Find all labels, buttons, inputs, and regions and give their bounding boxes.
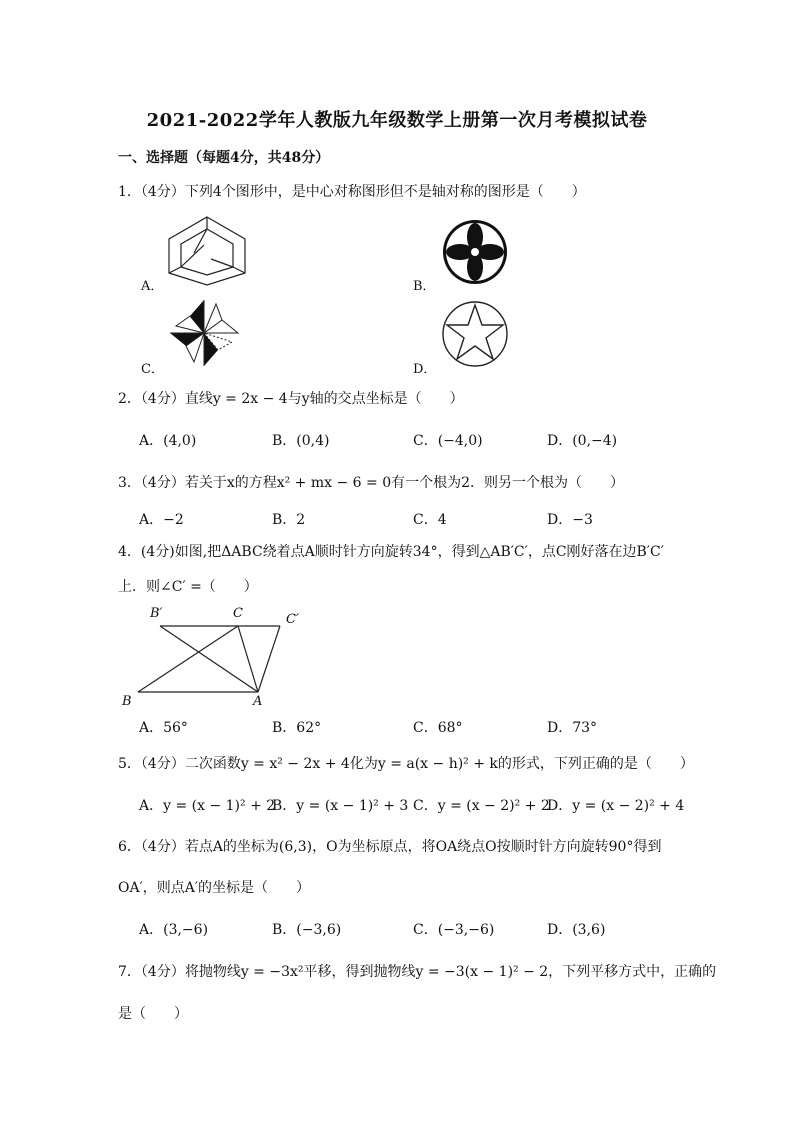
question-3-stem: 3．（4分）若关于x的方程x² + mx − 6 = 0有一个根为2．则另一个根为（ ）: [118, 475, 625, 491]
option-b-petal-circle-figure: [441, 218, 509, 286]
question-7-stem-line2: 是（ ）: [118, 1006, 188, 1022]
question-5-option-b: B．y = (x − 1)² + 3: [272, 798, 409, 814]
option-c-label: C．: [141, 362, 164, 377]
question-3-option-b: B．2: [272, 512, 306, 528]
question-2-stem: 2．（4分）直线y = 2x − 4与y轴的交点坐标是（ ）: [118, 391, 464, 407]
option-c-pinwheel-figure: [166, 298, 242, 368]
segment-b-c: [138, 626, 238, 692]
question-2-option-c: C．(−4,0): [413, 433, 483, 449]
question-4-option-b: B．62°: [272, 720, 322, 736]
segment-c-prime-a: [258, 626, 280, 692]
question-6-stem-line1: 6．（4分）若点A的坐标为(6,3)，O为坐标原点，将OA绕点O按顺时针方向旋转90°得到: [118, 839, 662, 855]
question-7-stem-line1: 7．（4分）将抛物线y = −3x²平移，得到抛物线y = −3(x − 1)² − 2，下列平移方式中，正确的: [118, 964, 717, 980]
option-b-label: B．: [413, 279, 436, 294]
question-4-option-d: D．73°: [547, 720, 598, 736]
label-c: C: [233, 606, 243, 621]
option-a-hexagon-figure: [166, 215, 248, 287]
question-6-option-c: C．(−3,−6): [413, 922, 495, 938]
question-3-option-a: A．−2: [139, 512, 184, 528]
question-6-option-b: B．(−3,6): [272, 922, 342, 938]
question-4-stem-line2: 上．则∠C′ =（ ）: [118, 579, 258, 595]
question-4-stem-line1: 4．(4分)如图,把ΔABC绕着点A顺时针方向旋转34°，得到△AB′C′，点C刚好落在边B′C′: [118, 544, 664, 560]
question-6-stem-line2: OA′，则点A′的坐标是（ ）: [118, 880, 311, 896]
question-5-option-a: A．y = (x − 1)² + 2: [139, 798, 276, 814]
question-6-option-a: A．(3,−6): [139, 922, 209, 938]
label-a: A: [253, 694, 263, 709]
question-5-stem: 5．（4分）二次函数y = x² − 2x + 4化为y = a(x − h)² + k的形式，下列正确的是（ ）: [118, 756, 694, 772]
question-3-option-c: C．4: [413, 512, 447, 528]
question-1-stem: 1．（4分）下列4个图形中，是中心对称图形但不是轴对称的图形是（ ）: [118, 184, 586, 200]
question-5-option-d: D．y = (x − 2)² + 4: [547, 798, 685, 814]
option-d-label: D．: [413, 362, 437, 377]
question-2-option-d: D．(0,−4): [547, 433, 618, 449]
question-4-option-a: A．56°: [139, 720, 188, 736]
question-5-option-c: C．y = (x − 2)² + 2: [413, 798, 550, 814]
option-a-label: A．: [141, 279, 164, 294]
question-2-option-b: B．(0,4): [272, 433, 330, 449]
segment-b-prime-a: [160, 626, 258, 692]
page-title: 2021-2022学年人教版九年级数学上册第一次月考模拟试卷: [146, 110, 648, 131]
label-c-prime: C′: [286, 612, 299, 627]
label-b: B: [122, 694, 132, 709]
question-2-option-a: A．(4,0): [139, 433, 197, 449]
segment-c-a: [238, 626, 258, 692]
option-d-star-circle-figure: [441, 300, 509, 368]
section-heading: 一、选择题（每题4分，共48分）: [118, 150, 330, 166]
question-4-option-c: C．68°: [413, 720, 463, 736]
question-6-option-d: D．(3,6): [547, 922, 606, 938]
question-3-option-d: D．−3: [547, 512, 593, 528]
label-b-prime: B′: [150, 606, 163, 621]
